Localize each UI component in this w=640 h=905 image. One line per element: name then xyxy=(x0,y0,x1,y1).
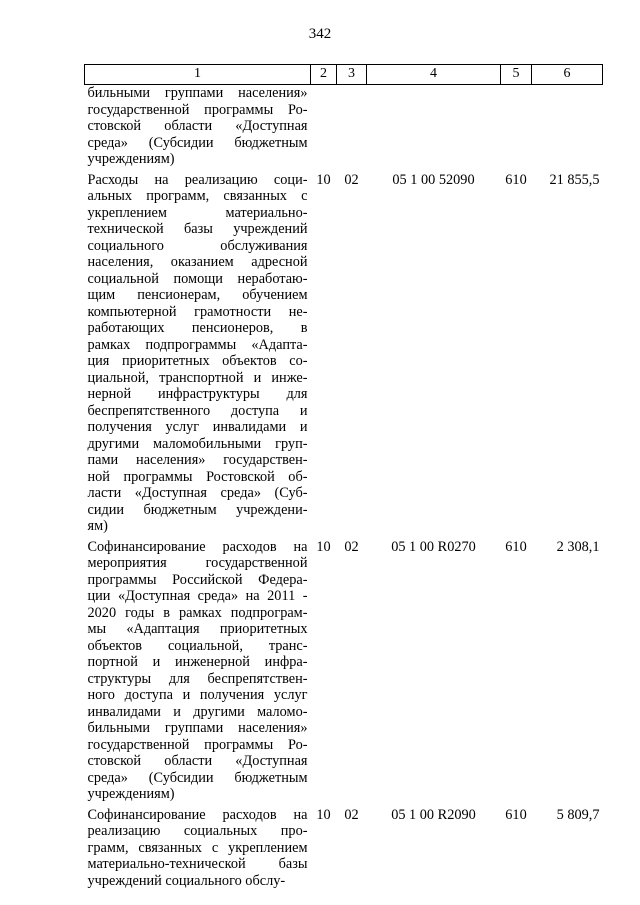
description-line: Софинансирование расходов на xyxy=(87,538,308,555)
description-line: 2020 годы в рамках подпрограм- xyxy=(87,604,308,621)
description-line: государственной программы Ро- xyxy=(87,736,308,753)
section-cell: 10 xyxy=(316,171,331,188)
table-body xyxy=(85,85,603,894)
column-header-description: 1 xyxy=(85,65,311,85)
description-line: рамках подпрограммы «Адапта- xyxy=(87,336,308,353)
description-line: ной программы Ростовской об- xyxy=(87,468,308,485)
description-line: другими маломобильными груп- xyxy=(87,435,308,452)
description-line: реализацию социальных про- xyxy=(87,823,308,839)
subsection-cell: 02 xyxy=(344,538,359,555)
description-line: программы Российской Федера- xyxy=(87,571,308,588)
expense-type-cell: 610 xyxy=(505,171,527,188)
budget-table xyxy=(84,64,603,893)
description-line: циальной, транспортной и инже- xyxy=(87,369,308,386)
page-number: 342 xyxy=(308,26,332,42)
description-line: ласти «Доступная среда» (Суб- xyxy=(87,485,308,501)
description-line: ция приоритетных объектов со- xyxy=(87,353,308,369)
description-line: пами населения» государствен- xyxy=(87,452,308,468)
section-cell: 10 xyxy=(316,806,331,823)
column-header-section: 2 xyxy=(311,65,337,85)
expense-type-cell xyxy=(501,85,532,172)
table-row xyxy=(85,172,603,539)
description-line: работающих пенсионеров, в xyxy=(87,320,308,336)
description-cell xyxy=(85,172,311,539)
table-header xyxy=(85,65,603,85)
description-cell xyxy=(85,85,311,172)
subsection-cell xyxy=(337,85,367,172)
description-line: укреплением материально- xyxy=(87,204,308,221)
description-line: нерной инфраструктуры для xyxy=(87,386,308,402)
amount-cell: 21 855,5 xyxy=(549,171,600,188)
description-line: бильными группами населения» xyxy=(87,720,308,736)
description-line: грамм, связанных с укреплением xyxy=(87,839,308,856)
description-line: структуры для беспрепятствен- xyxy=(87,670,308,687)
description-line: объектов социальной, транс- xyxy=(87,637,308,654)
target-article-cell xyxy=(367,85,501,172)
expense-type-cell: 610 xyxy=(505,538,527,555)
description-line: компьютерной грамотности не- xyxy=(87,303,308,320)
description-line: альных программ, связанных с xyxy=(87,188,308,204)
description-line: мы «Адаптация приоритетных xyxy=(87,621,308,637)
description-line: ного доступа и получения услуг xyxy=(87,687,308,703)
subsection-cell: 02 xyxy=(344,171,359,188)
description-line: населения, оказанием адресной xyxy=(87,254,308,270)
description-line: инвалидами и другими маломо- xyxy=(87,703,308,720)
description-line: учреждений социального обслу- xyxy=(87,872,286,889)
section-cell xyxy=(311,85,337,172)
description-line: среда» (Субсидии бюджетным xyxy=(87,134,308,151)
subsection-cell: 02 xyxy=(344,806,359,823)
description-line: портной и инженерной инфра- xyxy=(87,654,308,670)
table-row xyxy=(85,85,603,172)
table-row xyxy=(85,539,603,807)
amount-cell xyxy=(532,85,603,172)
description-line: государственной программы Ро- xyxy=(87,101,308,118)
expense-type-cell: 610 xyxy=(505,806,527,823)
column-header-amount: 6 xyxy=(532,65,603,85)
description-line: стовской области «Доступная xyxy=(87,118,308,134)
description-line: Софинансирование расходов на xyxy=(87,806,308,823)
description-line: учреждениям) xyxy=(87,151,175,167)
description-line: стовской области «Доступная xyxy=(87,753,308,769)
description-line: ям) xyxy=(87,518,108,534)
description-line: социального обслуживания xyxy=(87,237,308,254)
target-article-cell: 05 1 00 R0270 xyxy=(391,538,476,555)
description-line: мероприятия государственной xyxy=(87,555,308,571)
column-header-subsection: 3 xyxy=(337,65,367,85)
description-line: беспрепятственного доступа и xyxy=(87,402,308,419)
target-article-cell: 05 1 00 52090 xyxy=(392,171,475,188)
description-line: бильными группами населения» xyxy=(87,85,308,101)
description-line: сидии бюджетным учреждени- xyxy=(87,501,308,518)
amount-cell: 2 308,1 xyxy=(556,538,600,555)
section-cell: 10 xyxy=(316,538,331,555)
description-line: материально-технической базы xyxy=(87,856,308,872)
target-article-cell: 05 1 00 R2090 xyxy=(391,806,476,823)
column-header-expense-type: 5 xyxy=(501,65,532,85)
description-line: среда» (Субсидии бюджетным xyxy=(87,769,308,786)
description-line: Расходы на реализацию соци- xyxy=(87,171,308,188)
description-line: получения услуг инвалидами и xyxy=(87,419,308,435)
header-row xyxy=(85,65,603,85)
table-row xyxy=(85,807,603,894)
description-line: технической базы учреждений xyxy=(87,221,308,237)
amount-cell: 5 809,7 xyxy=(556,806,600,823)
description-cell xyxy=(85,539,311,807)
description-cell xyxy=(85,807,311,894)
description-line: учреждениям) xyxy=(87,786,175,802)
description-line: социальной помощи неработаю- xyxy=(87,270,308,287)
description-line: ции «Доступная среда» на 2011 - xyxy=(87,588,308,604)
description-line: щим пенсионерам, обучением xyxy=(87,287,308,303)
column-header-target-article: 4 xyxy=(367,65,501,85)
